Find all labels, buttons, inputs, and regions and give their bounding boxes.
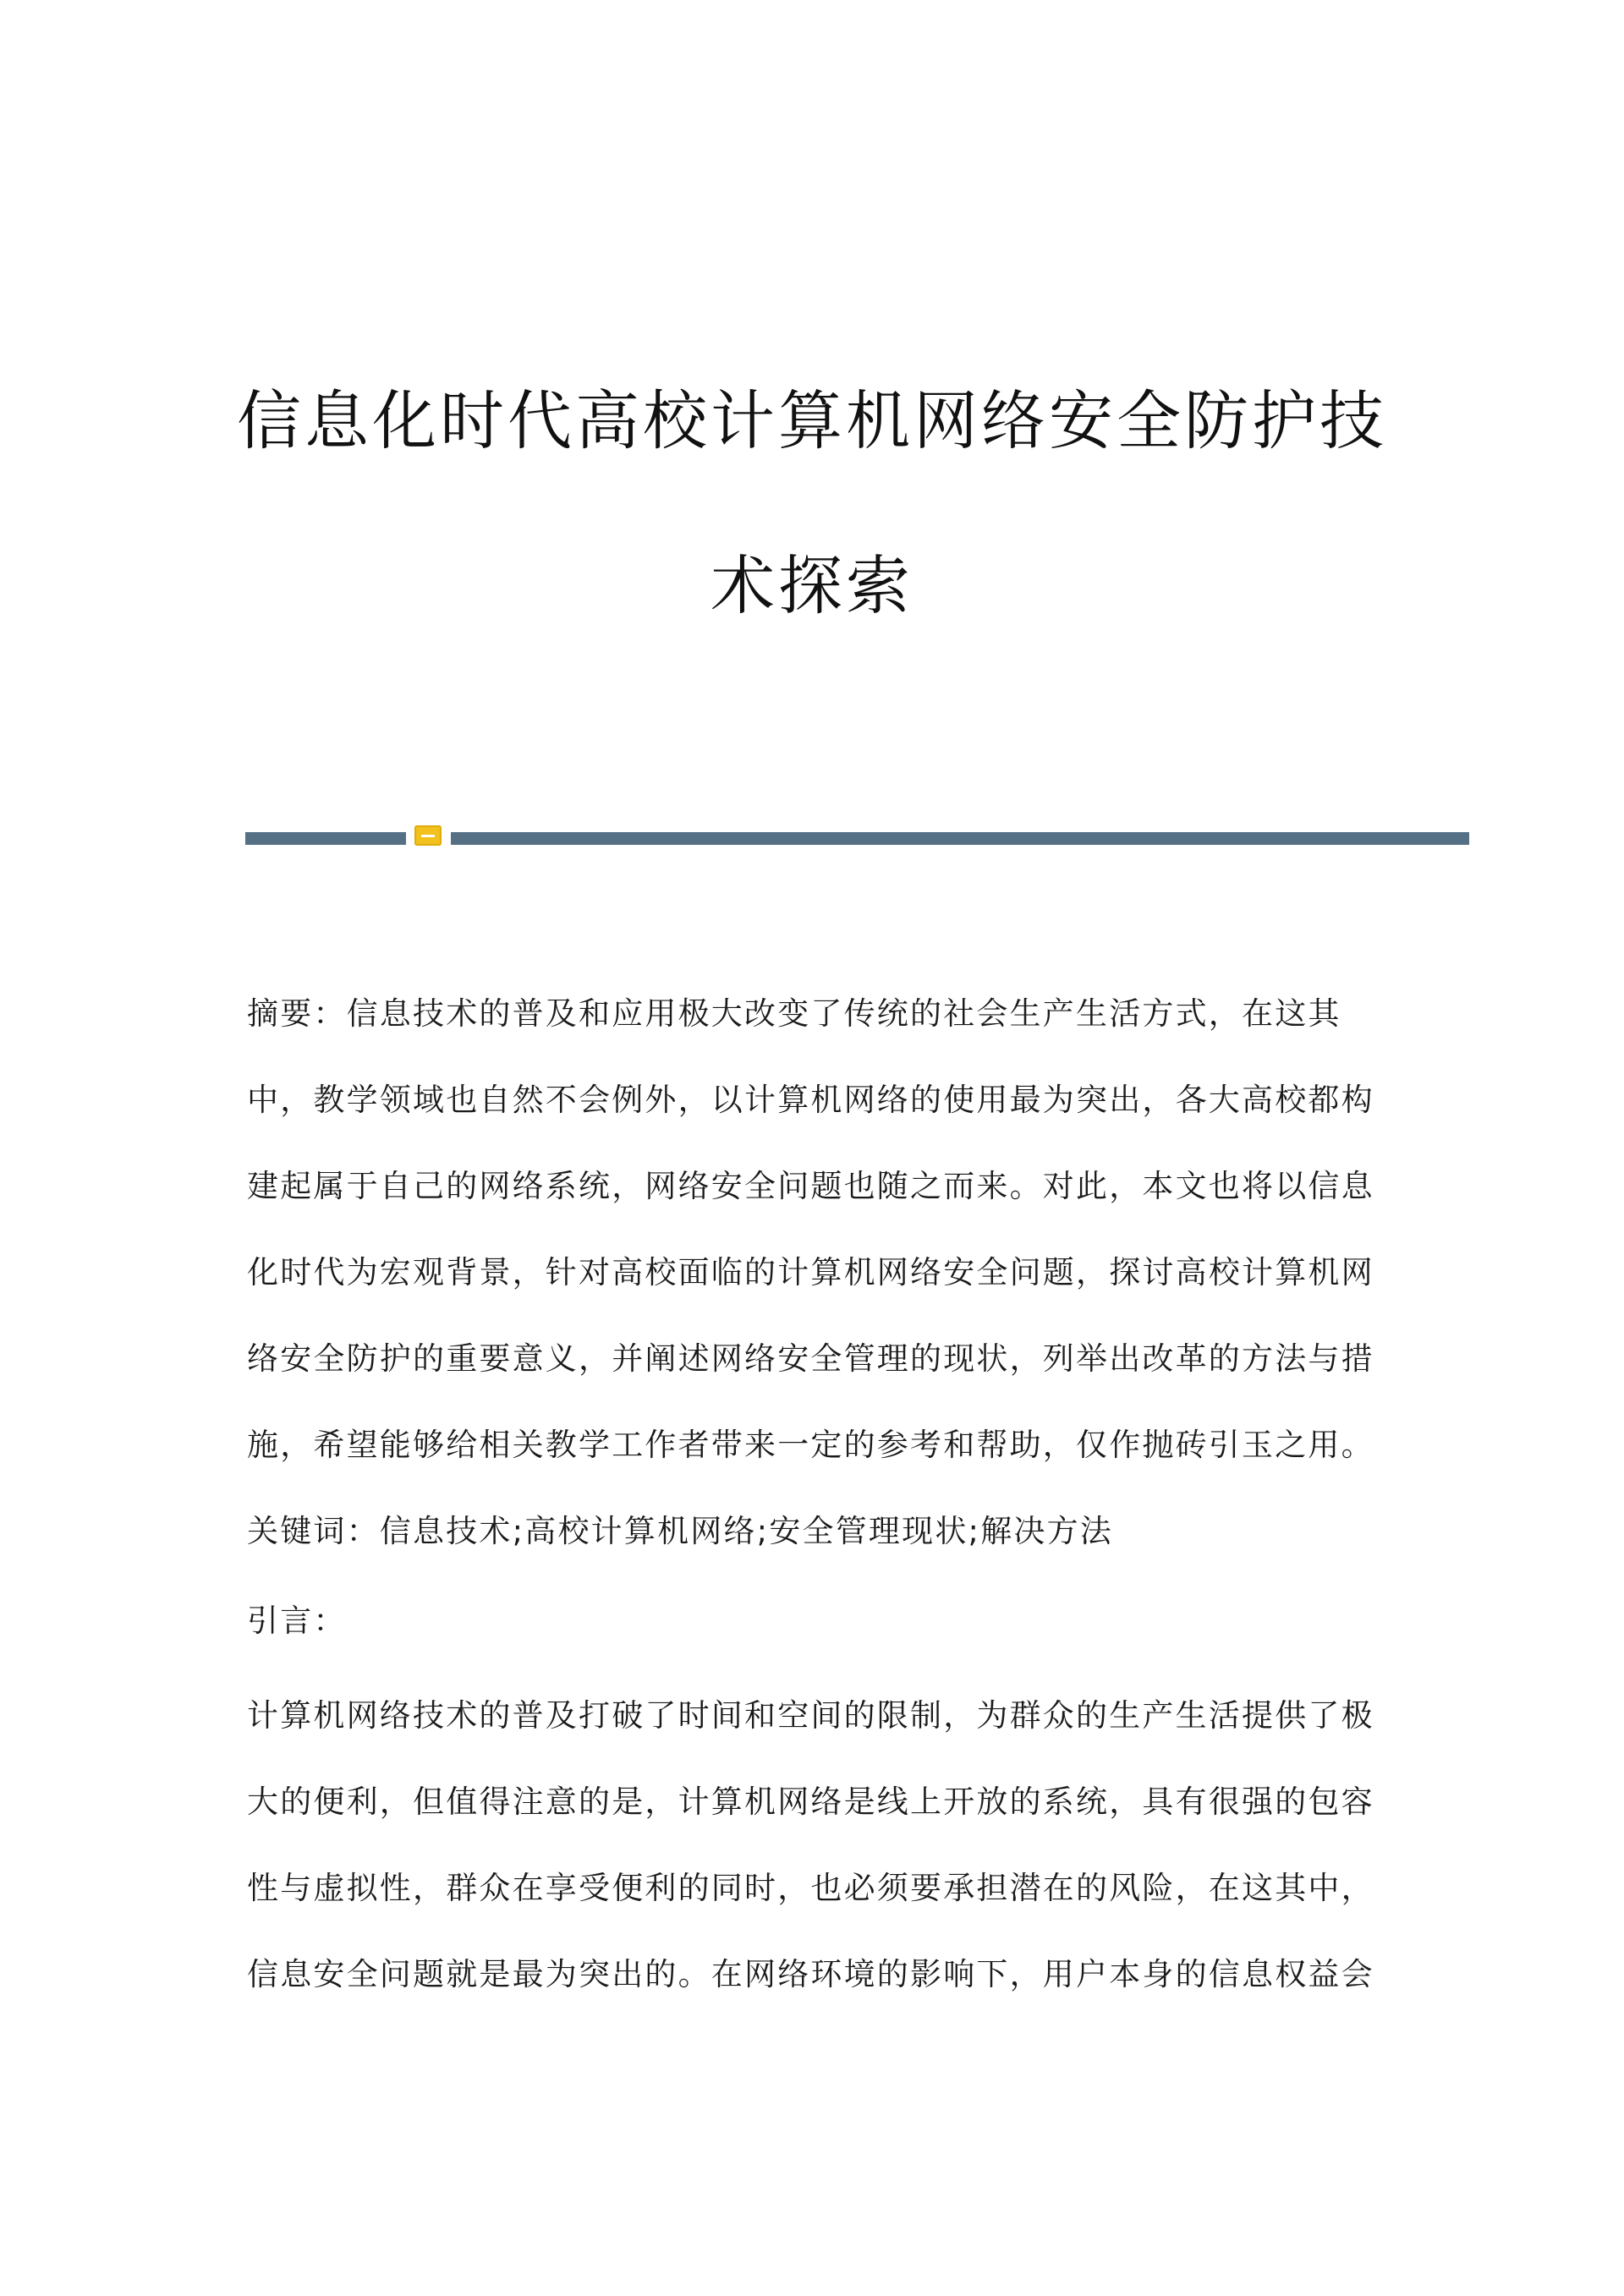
abstract-paragraph <box>247 971 1372 1488</box>
divider-left-bar <box>245 832 406 845</box>
keywords-line: 关键词：信息技术;高校计算机网络;安全管理现状;解决方法 <box>247 1513 1113 1549</box>
intro-line: 信息安全问题就是最为突出的。在网络环境的影响下，用户本身的信息权益会 <box>247 1956 1374 1992</box>
intro-line: 大的便利，但值得注意的是，计算机网络是线上开放的系统，具有很强的包容 <box>247 1784 1374 1820</box>
intro-heading: 引言： <box>247 1603 347 1639</box>
abstract-line: 施，希望能够给相关教学工作者带来一定的参考和帮助，仅作抛砖引玉之用。 <box>247 1427 1374 1463</box>
divider-badge-icon <box>414 825 442 846</box>
title-line-2: 术探索 <box>710 548 914 623</box>
abstract-line: 建起属于自己的网络系统，网络安全问题也随之而来。对此，本文也将以信息 <box>247 1168 1374 1204</box>
divider-right-bar <box>451 832 1469 845</box>
intro-line: 性与虚拟性，群众在享受便利的同时，也必须要承担潜在的风险，在这其中， <box>247 1870 1374 1906</box>
intro-paragraph <box>247 1673 1372 2018</box>
abstract-line: 摘要：信息技术的普及和应用极大改变了传统的社会生产生活方式，在这其 <box>247 995 1341 1032</box>
title-line-1: 信息化时代高校计算机网络安全防护技 <box>237 383 1387 458</box>
abstract-line: 中，教学领域也自然不会例外，以计算机网络的使用最为突出，各大高校都构 <box>247 1082 1374 1118</box>
abstract-line: 化时代为宏观背景，针对高校面临的计算机网络安全问题，探讨高校计算机网 <box>247 1254 1374 1290</box>
intro-line: 计算机网络技术的普及打破了时间和空间的限制，为群众的生产生活提供了极 <box>247 1697 1374 1734</box>
abstract-line: 络安全防护的重要意义，并阐述网络安全管理的现状，列举出改革的方法与措 <box>247 1340 1374 1377</box>
